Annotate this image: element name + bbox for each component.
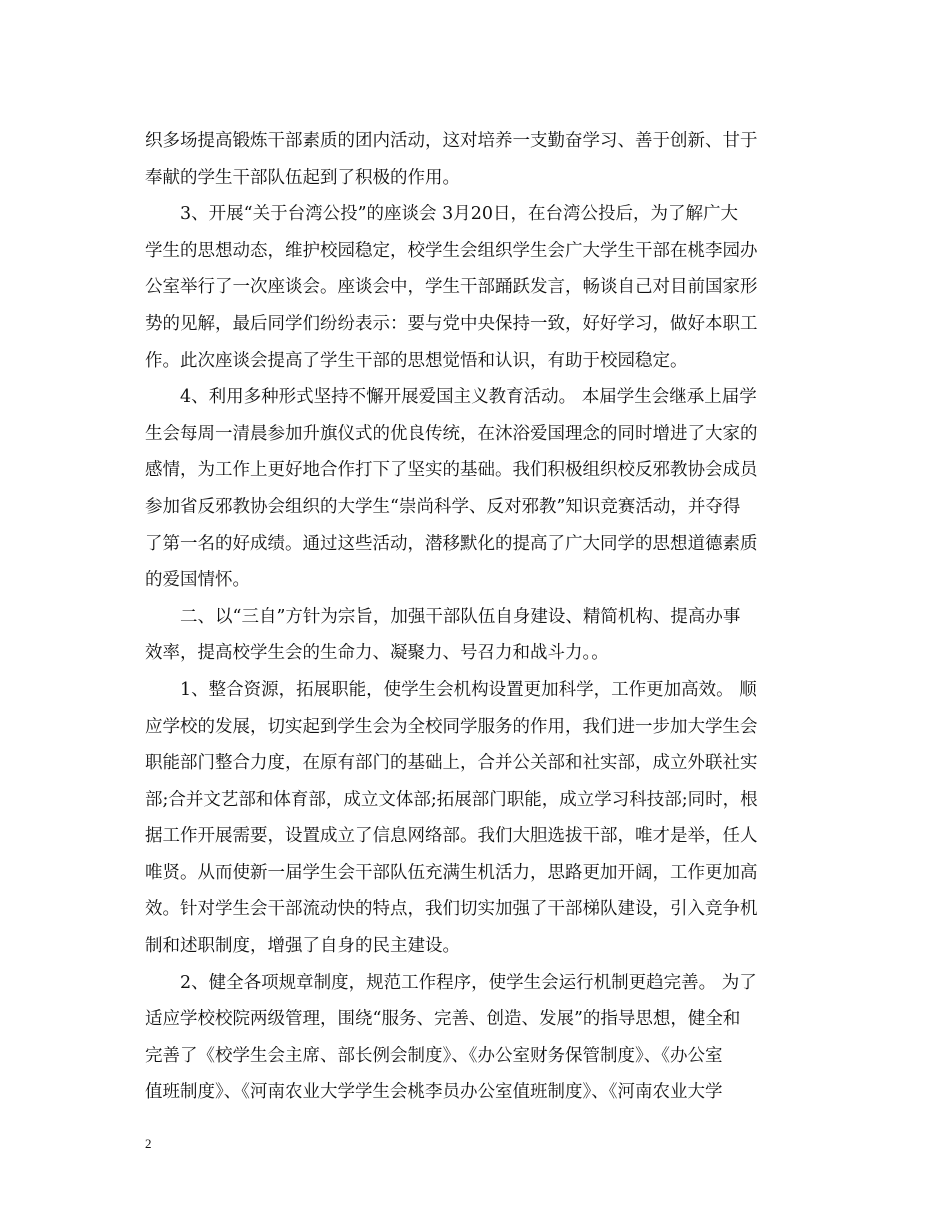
paragraph-start-line: 3、开展“关于台湾公投”的座谈会 3月20日，在台湾公投后，为了解广大 — [180, 204, 738, 225]
text-line: 职能部门整合力度，在原有部门的基础上，合并公关部和社实部，成立外联社实 — [145, 753, 758, 774]
text-line: 公室举行了一次座谈会。座谈会中，学生干部踊跃发言，畅谈自己对目前国家形 — [145, 277, 758, 298]
text-line: 学生的思想动态，维护校园稳定，校学生会组织学生会广大学生干部在桃李园办 — [145, 240, 758, 261]
text-line: 效。针对学生会干部流动快的特点，我们切实加强了干部梯队建设，引入竞争机 — [145, 899, 758, 920]
text-line: 的爱国情怀。 — [145, 570, 250, 591]
text-line: 势的见解，最后同学们纷纷表示：要与党中央保持一致，好好学习，做好本职工 — [145, 313, 758, 334]
text-line: 应学校的发展，切实起到学生会为全校同学服务的作用，我们进一步加大学生会 — [145, 716, 758, 737]
text-line: 完善了《校学生会主席、部长例会制度》、《办公室财务保管制度》、《办公室 — [145, 1045, 723, 1066]
page-number: 2 — [145, 1136, 152, 1151]
paragraph-start-line: 4、利用多种形式坚持不懈开展爱国主义教育活动。 本届学生会继承上届学 — [180, 387, 757, 408]
text-line: 制和述职制度，增强了自身的民主建设。 — [145, 936, 460, 957]
text-line: 适应学校校院两级管理，围绕“服务、完善、创造、发展”的指导思想，健全和 — [145, 1009, 741, 1030]
text-line: 据工作开展需要，设置成立了信息网络部。我们大胆选拔干部，唯才是举，任人 — [145, 826, 758, 847]
paragraph-start-line: 1、整合资源，拓展职能，使学生会机构设置更加科学，工作更加高效。 顺 — [180, 679, 757, 700]
paragraph-start-line: 二、以“三自”方针为宗旨，加强干部队伍自身建设、精简机构、提高办事 — [180, 606, 741, 627]
text-line: 值班制度》、《河南农业大学学生会桃李员办公室值班制度》、《河南农业大学 — [145, 1082, 723, 1103]
text-line: 部;合并文艺部和体育部，成立文体部;拓展部门职能，成立学习科技部;同时，根 — [145, 789, 758, 810]
text-line: 感情，为工作上更好地合作打下了坚实的基础。我们积极组织校反邪教协会成员 — [145, 460, 758, 481]
text-line: 效率，提高校学生会的生命力、凝聚力、号召力和战斗力。。 — [145, 643, 609, 664]
text-line: 生会每周一清晨参加升旗仪式的优良传统，在沐浴爱国理念的同时增进了大家的 — [145, 423, 758, 444]
text-line: 作。此次座谈会提高了学生干部的思想觉悟和认识，有助于校园稳定。 — [145, 350, 688, 371]
document-body — [145, 123, 805, 1111]
text-line: 唯贤。从而使新一届学生会干部队伍充满生机活力，思路更加开阔，工作更加高 — [145, 862, 758, 883]
text-line: 奉献的学生干部队伍起到了积极的作用。 — [145, 167, 460, 188]
text-line: 织多场提高锻炼干部素质的团内活动，这对培养一支勤奋学习、善于创新、甘于 — [145, 131, 758, 151]
text-line: 参加省反邪教协会组织的大学生“崇尚科学、反对邪教”知识竞赛活动，并夺得 — [145, 496, 741, 517]
paragraph-start-line: 2、健全各项规章制度，规范工作程序，使学生会运行机制更趋完善。 为了 — [180, 972, 757, 993]
text-line: 了第一名的好成绩。通过这些活动，潜移默化的提高了广大同学的思想道德素质 — [145, 533, 758, 554]
